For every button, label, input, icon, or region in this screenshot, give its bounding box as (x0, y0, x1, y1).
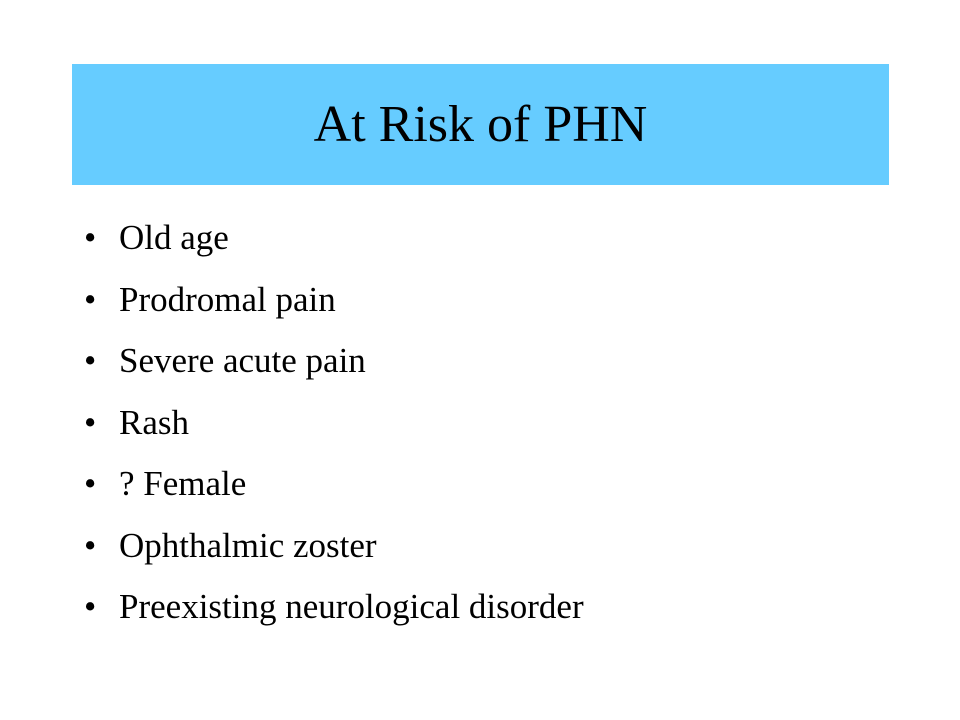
slide-title: At Risk of PHN (313, 95, 648, 153)
list-item (84, 526, 584, 588)
title-banner (72, 64, 889, 185)
bullet-icon: • (84, 464, 97, 503)
list-item (84, 403, 584, 465)
list-item (84, 464, 584, 526)
list-item-text: Preexisting neurological disorder (119, 587, 584, 626)
list-item (84, 280, 584, 342)
bullet-list (84, 218, 584, 649)
list-item-text: Old age (119, 218, 229, 257)
bullet-icon: • (84, 341, 97, 380)
list-item (84, 341, 584, 403)
list-item (84, 218, 584, 280)
list-item-text: Prodromal pain (119, 279, 336, 319)
list-item (84, 587, 584, 649)
bullet-icon: • (84, 587, 97, 626)
list-item-text: Severe acute pain (119, 341, 366, 380)
bullet-icon: • (84, 525, 97, 565)
bullet-icon: • (84, 279, 97, 319)
list-item-text: Rash (119, 402, 189, 442)
list-item-text: ? Female (119, 464, 247, 503)
bullet-icon: • (84, 218, 97, 257)
bullet-icon: • (84, 402, 97, 442)
list-item-text: Ophthalmic zoster (119, 525, 377, 565)
